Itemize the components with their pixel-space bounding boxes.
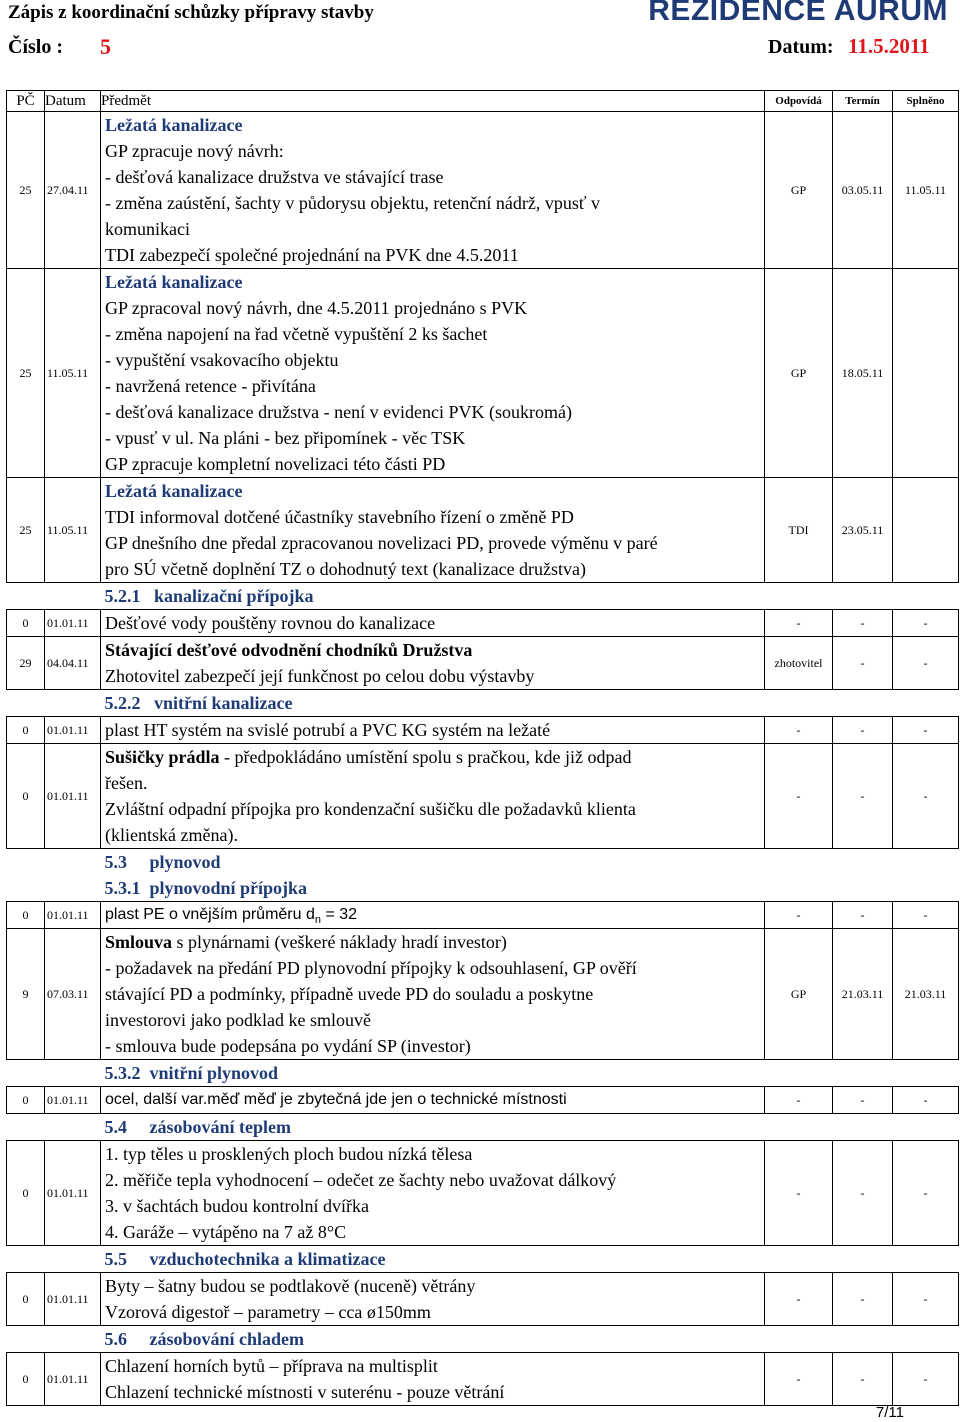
subject-line: Stávající dešťové odvodnění chodníků Družstva	[105, 640, 473, 660]
empty-cell	[833, 583, 893, 610]
section-heading-row	[7, 690, 959, 717]
table-row	[7, 637, 959, 690]
empty-cell	[893, 690, 959, 717]
row-responsible: -	[765, 1087, 833, 1114]
row-number: 0	[7, 1273, 45, 1326]
subject-line	[105, 902, 764, 928]
section-heading-row	[7, 849, 959, 876]
header-termin: Termín	[833, 91, 893, 112]
empty-cell	[893, 1326, 959, 1353]
row-responsible: -	[765, 717, 833, 744]
subject-line: plast HT systém na svislé potrubí a PVC KG systém na ležaté	[105, 720, 551, 740]
row-responsible: -	[765, 902, 833, 929]
subject-line	[105, 929, 764, 955]
subject-line: Chlazení horních bytů – příprava na multisplit	[105, 1356, 438, 1376]
section-heading: 5.3.1 plynovodní přípojka	[104, 878, 308, 898]
empty-cell	[893, 875, 959, 902]
cislo-label: Číslo :	[8, 36, 63, 58]
subject-line: 1. typ těles u prosklených ploch budou nízká tělesa	[105, 1144, 473, 1164]
subject-line: - změna zaústění, šachty v půdorysu objektu, retenční nádrž, vpusť v	[105, 193, 601, 213]
row-responsible: -	[765, 744, 833, 849]
row-responsible: GP	[765, 929, 833, 1060]
row-completed: 11.05.11	[893, 112, 959, 269]
subject-line: 2. měřiče tepla vyhodnocení – odečet ze šachty nebo uvažovat dálkový	[105, 1170, 617, 1190]
header-predmet: Předmět	[101, 91, 765, 112]
row-responsible: -	[765, 1353, 833, 1406]
empty-cell	[7, 1326, 45, 1353]
row-responsible: GP	[765, 269, 833, 478]
empty-cell	[45, 690, 101, 717]
subject-line: Byty – šatny budou se podtlakově (nuceně) větrány	[105, 1276, 476, 1296]
row-completed	[893, 269, 959, 478]
row-number: 0	[7, 610, 45, 637]
subject-line: Ležatá kanalizace	[105, 481, 243, 501]
subject-lead: Smlouva	[105, 932, 173, 952]
empty-cell	[833, 1114, 893, 1141]
datum-value: 11.5.2011	[848, 34, 930, 58]
row-deadline: -	[833, 1353, 893, 1406]
row-date: 01.01.11	[45, 1087, 101, 1114]
subject-line: GP zpracuje nový návrh:	[105, 141, 284, 161]
subject-text: = 32	[321, 906, 358, 923]
row-date: 11.05.11	[45, 269, 101, 478]
datum-label: Datum:	[768, 36, 834, 58]
subject-line	[105, 744, 764, 770]
subject-line: - vpusť v ul. Na pláni - bez připomínek - věc TSK	[105, 428, 466, 448]
table-row	[7, 1087, 959, 1114]
empty-cell	[833, 690, 893, 717]
subject-line: Zhotovitel zabezpečí její funkčnost po celou dobu výstavby	[105, 666, 535, 686]
row-responsible: TDI	[765, 478, 833, 583]
row-responsible: -	[765, 1273, 833, 1326]
empty-cell	[7, 583, 45, 610]
row-subject	[101, 1353, 765, 1406]
empty-cell	[7, 1060, 45, 1087]
row-completed: -	[893, 1273, 959, 1326]
empty-cell	[765, 1326, 833, 1353]
row-number: 0	[7, 744, 45, 849]
subject-line: - dešťová kanalizace družstva ve stávající trase	[105, 167, 444, 187]
row-number: 0	[7, 1353, 45, 1406]
row-date: 01.01.11	[45, 1353, 101, 1406]
row-number: 0	[7, 717, 45, 744]
row-date: 01.01.11	[45, 717, 101, 744]
table-header-row	[7, 91, 959, 112]
empty-cell	[893, 1060, 959, 1087]
row-deadline: -	[833, 1087, 893, 1114]
row-completed: 21.03.11	[893, 929, 959, 1060]
subject-line: - smlouva bude podepsána po vydání SP (investor)	[105, 1036, 471, 1056]
empty-cell	[45, 1246, 101, 1273]
empty-cell	[833, 1060, 893, 1087]
header-datum: Datum	[45, 91, 101, 112]
row-number: 25	[7, 478, 45, 583]
empty-cell	[765, 875, 833, 902]
subject-line: Chlazení technické místnosti v suterénu - pouze větrání	[105, 1382, 505, 1402]
row-deadline: 21.03.11	[833, 929, 893, 1060]
row-completed: -	[893, 1087, 959, 1114]
empty-cell	[45, 875, 101, 902]
row-deadline: -	[833, 717, 893, 744]
row-number: 0	[7, 1141, 45, 1246]
row-number: 25	[7, 112, 45, 269]
row-subject	[101, 610, 765, 637]
empty-cell	[833, 1246, 893, 1273]
row-date: 01.01.11	[45, 1273, 101, 1326]
empty-cell	[765, 690, 833, 717]
row-subject	[101, 929, 765, 1060]
document-title: Zápis z koordinační schůzky přípravy stavby	[8, 2, 374, 23]
empty-cell	[833, 1326, 893, 1353]
section-heading: 5.5 vzduchotechnika a klimatizace	[104, 1249, 386, 1269]
subject-line: - vypuštění vsakovacího objektu	[105, 350, 339, 370]
empty-cell	[893, 849, 959, 876]
row-completed: -	[893, 902, 959, 929]
row-responsible: -	[765, 610, 833, 637]
subject-line: - dešťová kanalizace družstva - není v evidenci PVK (soukromá)	[105, 402, 573, 422]
subscript: n	[314, 914, 321, 927]
row-responsible: zhotovitel	[765, 637, 833, 690]
empty-cell	[893, 583, 959, 610]
subject-line: Zvláštní odpadní přípojka pro kondenzační sušičku dle požadavků klienta	[105, 799, 636, 819]
empty-cell	[765, 583, 833, 610]
subject-line: GP dnešního dne předal zpracovanou novelizaci PD, provede výměnu v paré	[105, 533, 658, 553]
row-date: 01.01.11	[45, 744, 101, 849]
empty-cell	[765, 849, 833, 876]
section-heading: 5.3.2 vnitřní plynovod	[104, 1063, 279, 1083]
empty-cell	[765, 1246, 833, 1273]
section-heading: 5.2.1 kanalizační přípojka	[104, 586, 314, 606]
row-completed: -	[893, 637, 959, 690]
subject-line: - změna napojení na řad včetně vypuštění 2 ks šachet	[105, 324, 488, 344]
section-heading: 5.3 plynovod	[104, 852, 221, 872]
empty-cell	[45, 1326, 101, 1353]
subject-line: investorovi jako podklad ke smlouvě	[105, 1010, 371, 1030]
row-deadline: 18.05.11	[833, 269, 893, 478]
row-subject	[101, 269, 765, 478]
section-heading-row	[7, 583, 959, 610]
section-heading: 5.2.2 vnitřní kanalizace	[104, 693, 293, 713]
subject-line: GP zpracuje kompletní novelizaci této části PD	[105, 454, 446, 474]
row-number: 0	[7, 902, 45, 929]
row-deadline: -	[833, 1141, 893, 1246]
row-number: 25	[7, 269, 45, 478]
row-subject	[101, 1273, 765, 1326]
row-responsible: GP	[765, 112, 833, 269]
row-date: 27.04.11	[45, 112, 101, 269]
subject-line: Ležatá kanalizace	[105, 115, 243, 135]
row-completed	[893, 478, 959, 583]
row-completed: -	[893, 610, 959, 637]
minutes-table	[6, 90, 959, 1406]
subject-line: řešen.	[105, 773, 148, 793]
row-responsible: -	[765, 1141, 833, 1246]
row-completed: -	[893, 744, 959, 849]
subject-line: stávající PD a podmínky, případně uvede PD do souladu a poskytne	[105, 984, 594, 1004]
row-number: 0	[7, 1087, 45, 1114]
empty-cell	[45, 1114, 101, 1141]
table-row	[7, 478, 959, 583]
row-deadline: -	[833, 1273, 893, 1326]
row-deadline: 23.05.11	[833, 478, 893, 583]
row-deadline: 03.05.11	[833, 112, 893, 269]
row-date: 07.03.11	[45, 929, 101, 1060]
project-brand-logo: REZIDENCE AURUM	[648, 0, 948, 27]
row-deadline: -	[833, 610, 893, 637]
empty-cell	[7, 690, 45, 717]
empty-cell	[7, 875, 45, 902]
subject-line: komunikaci	[105, 219, 190, 239]
row-subject	[101, 112, 765, 269]
empty-cell	[7, 1114, 45, 1141]
row-completed: -	[893, 1353, 959, 1406]
subject-line: TDI zabezpečí společné projednání na PVK dne 4.5.2011	[105, 245, 519, 265]
empty-cell	[765, 1114, 833, 1141]
row-deadline: -	[833, 637, 893, 690]
table-row	[7, 1273, 959, 1326]
row-completed: -	[893, 1141, 959, 1246]
section-heading-row	[7, 875, 959, 902]
subject-text: s plynárnami (veškeré náklady hradí investor)	[172, 932, 507, 952]
empty-cell	[833, 875, 893, 902]
subject-line: (klientská změna).	[105, 825, 238, 845]
header-pc: PČ	[7, 91, 45, 112]
table-row	[7, 717, 959, 744]
subject-line: - požadavek na předání PD plynovodní přípojky k odsouhlasení, GP ověří	[105, 958, 637, 978]
row-date: 01.01.11	[45, 610, 101, 637]
empty-cell	[45, 1060, 101, 1087]
empty-cell	[893, 1246, 959, 1273]
empty-cell	[7, 1246, 45, 1273]
row-subject	[101, 1087, 765, 1114]
subject-line: 4. Garáže – vytápěno na 7 až 8°C	[105, 1222, 347, 1242]
subject-lead: Sušičky prádla	[105, 747, 220, 767]
section-heading-row	[7, 1326, 959, 1353]
section-heading: 5.4 zásobování teplem	[104, 1117, 291, 1137]
table-row	[7, 610, 959, 637]
row-date: 01.01.11	[45, 902, 101, 929]
row-subject	[101, 902, 765, 929]
empty-cell	[833, 849, 893, 876]
section-heading-row	[7, 1246, 959, 1273]
subject-line: Dešťové vody pouštěny rovnou do kanalizace	[105, 613, 436, 633]
table-row	[7, 744, 959, 849]
header-splneno: Splněno	[893, 91, 959, 112]
subject-line: Ležatá kanalizace	[105, 272, 243, 292]
subject-line: pro SÚ včetně doplnění TZ o dohodnutý text (kanalizace družstva)	[105, 559, 587, 579]
empty-cell	[893, 1114, 959, 1141]
row-date: 11.05.11	[45, 478, 101, 583]
subject-line: ocel, další var.měď měď je zbytečná jde jen o technické místnosti	[105, 1091, 567, 1108]
subject-line: - navržená retence - přivítána	[105, 376, 316, 396]
row-date: 04.04.11	[45, 637, 101, 690]
row-number: 29	[7, 637, 45, 690]
row-subject	[101, 1141, 765, 1246]
subject-line: GP zpracoval nový návrh, dne 4.5.2011 projednáno s PVK	[105, 298, 528, 318]
section-heading-row	[7, 1060, 959, 1087]
row-subject	[101, 478, 765, 583]
section-heading-row	[7, 1114, 959, 1141]
table-row	[7, 269, 959, 478]
empty-cell	[765, 1060, 833, 1087]
row-deadline: -	[833, 744, 893, 849]
page-number: 7/11	[875, 1404, 904, 1421]
empty-cell	[45, 583, 101, 610]
cislo-value: 5	[100, 34, 111, 59]
row-subject	[101, 744, 765, 849]
row-number: 9	[7, 929, 45, 1060]
subject-line: TDI informoval dotčené účastníky stavebního řízení o změně PD	[105, 507, 574, 527]
table-row	[7, 112, 959, 269]
row-subject	[101, 637, 765, 690]
subject-line: 3. v šachtách budou kontrolní dvířka	[105, 1196, 369, 1216]
row-completed: -	[893, 717, 959, 744]
table-row	[7, 1353, 959, 1406]
subject-text: plast PE o vnějším průměru d	[105, 906, 315, 923]
section-heading: 5.6 zásobování chladem	[104, 1329, 305, 1349]
row-subject	[101, 717, 765, 744]
row-date: 01.01.11	[45, 1141, 101, 1246]
table-row	[7, 1141, 959, 1246]
empty-cell	[7, 849, 45, 876]
subject-text: - předpokládáno umístění spolu s pračkou, kde již odpad	[219, 747, 632, 767]
table-row	[7, 902, 959, 929]
empty-cell	[45, 849, 101, 876]
table-row	[7, 929, 959, 1060]
header-odpovida: Odpovídá	[765, 91, 833, 112]
subject-line: Vzorová digestoř – parametry – cca ø150mm	[105, 1302, 431, 1322]
row-deadline: -	[833, 902, 893, 929]
